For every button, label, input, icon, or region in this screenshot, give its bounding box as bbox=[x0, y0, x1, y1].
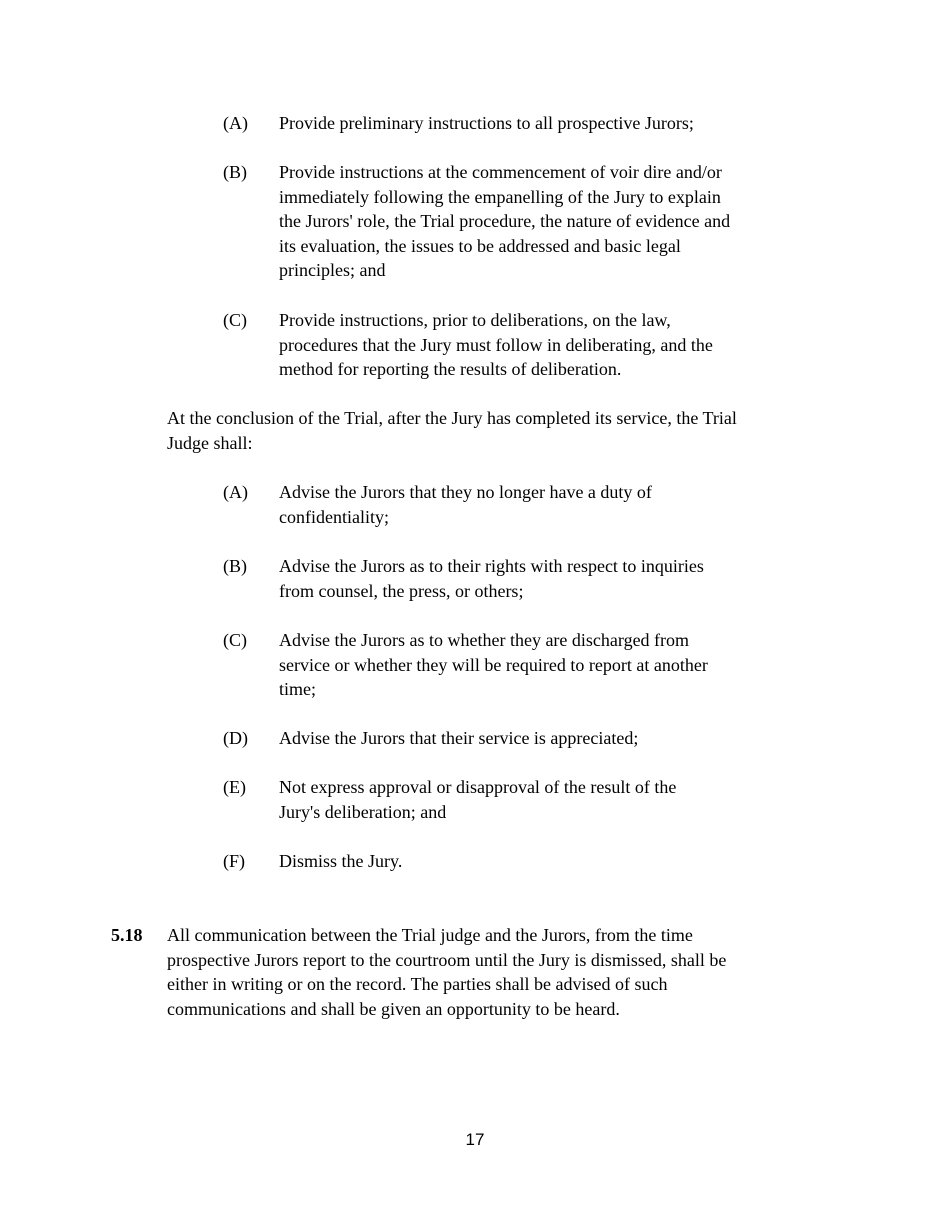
list-item-label: (A) bbox=[223, 113, 248, 133]
list-item-text: Advise the Jurors that they no longer have a duty of confidentiality; bbox=[279, 482, 652, 527]
list-item-label: (D) bbox=[223, 728, 248, 748]
list-item-label: (B) bbox=[223, 556, 247, 576]
list-item-label: (F) bbox=[223, 851, 245, 871]
list-item bbox=[223, 775, 703, 824]
list-item-label: (E) bbox=[223, 777, 246, 797]
list-item-label: (C) bbox=[223, 310, 247, 330]
list-item-text: Dismiss the Jury. bbox=[279, 851, 403, 871]
list-item-label: (A) bbox=[223, 482, 248, 502]
list-item bbox=[223, 849, 763, 874]
list-item-label: (B) bbox=[223, 162, 247, 182]
section-text: All communication between the Trial judge and the Jurors, from the time prospective Jurors report to the courtroom until the Jury is dismissed, shall be either in writing or on the record. The parties shall be advised of such communications and shall be given an opportunity to be heard. bbox=[167, 925, 727, 1019]
list-item-text: Provide instructions, prior to deliberations, on the law, procedures that the Jury must follow in deliberating, and the method for reporting the results of deliberation. bbox=[279, 310, 713, 380]
list-item-text: Advise the Jurors as to whether they are discharged from service or whether they will be required to report at another time; bbox=[279, 630, 708, 700]
list-item-text: Not express approval or disapproval of the result of the Jury's deliberation; and bbox=[279, 777, 677, 822]
section-5-18 bbox=[111, 923, 756, 1021]
list-item-text: Provide preliminary instructions to all prospective Jurors; bbox=[279, 113, 694, 133]
list-item-text: Provide instructions at the commencement of voir dire and/or immediately following the empanelling of the Jury to explain the Jurors' role, the Trial procedure, the nature of evidence and its evaluation, the issues to be addressed and basic legal principles; and bbox=[279, 162, 731, 281]
list-item bbox=[223, 480, 683, 529]
list-item-text: Advise the Jurors as to their rights with respect to inquiries from counsel, the press, or others; bbox=[279, 556, 704, 601]
list-item bbox=[223, 628, 733, 702]
page-number: 17 bbox=[465, 1130, 485, 1149]
list-item bbox=[223, 160, 743, 283]
section-number: 5.18 bbox=[111, 925, 143, 945]
list-item bbox=[223, 308, 743, 382]
list-item bbox=[223, 111, 763, 136]
list-item-label: (C) bbox=[223, 630, 247, 650]
list-item-text: Advise the Jurors that their service is appreciated; bbox=[279, 728, 639, 748]
conclusion-paragraph: At the conclusion of the Trial, after the Jury has completed its service, the Trial Judge shall: bbox=[167, 408, 737, 453]
list-item bbox=[223, 554, 728, 603]
list-item bbox=[223, 726, 763, 751]
